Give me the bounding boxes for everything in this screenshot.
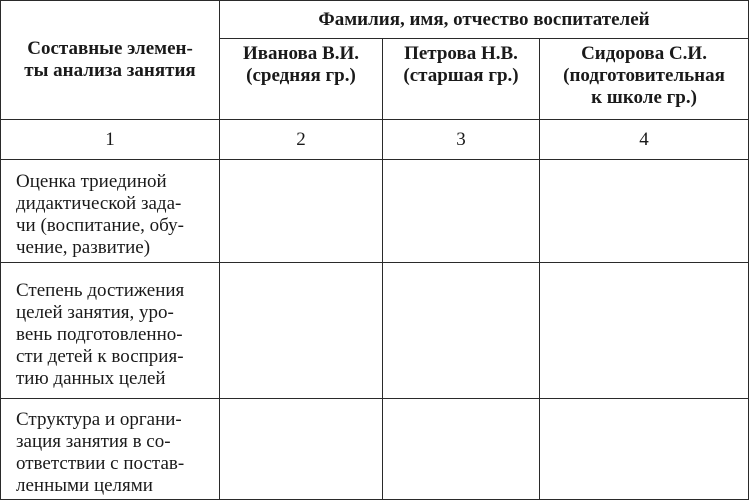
column-number: 3: [383, 120, 540, 160]
header-teacher-ivanova: [220, 39, 383, 120]
value-cell: [540, 160, 749, 263]
header-teacher-sidorova: [540, 39, 749, 120]
column-number: 4: [540, 120, 749, 160]
column-number-row: [1, 120, 749, 160]
header-group-label: Фамилия, имя, отчество воспитателей: [318, 8, 650, 30]
value-cell: [220, 399, 383, 500]
value-cell: [540, 399, 749, 500]
criterion-line: тию данных целей: [16, 367, 166, 389]
value-cell: [220, 263, 383, 399]
table-row: [1, 263, 749, 399]
header-analysis-elements: [1, 1, 220, 120]
criterion-line: целей занятия, уро-: [16, 301, 174, 323]
criterion-line: дидактической зада-: [16, 193, 182, 214]
table-row: [1, 160, 749, 263]
header-teachers-group: [220, 1, 749, 39]
criterion-line: ответствии с постав-: [16, 453, 185, 474]
header-line: Составные элемен-: [27, 38, 193, 59]
header-line: ты анализа занятия: [24, 60, 196, 81]
value-cell: [220, 160, 383, 263]
teacher-group: (подготовительная: [563, 65, 725, 86]
teacher-group: к школе гр.): [591, 87, 697, 108]
criterion-line: чи (воспитание, обу-: [16, 215, 184, 236]
criterion-cell: [1, 263, 220, 399]
teacher-name: Петрова Н.В.: [404, 43, 518, 64]
criterion-line: ленными целями: [16, 475, 153, 496]
teacher-name: Иванова В.И.: [243, 43, 359, 64]
column-number: 2: [220, 120, 383, 160]
value-cell: [383, 160, 540, 263]
criterion-cell: [1, 160, 220, 263]
criterion-line: Степень достижения: [16, 279, 185, 301]
criterion-line: вень подготовленно-: [16, 323, 183, 345]
teacher-group: (средняя гр.): [246, 65, 356, 86]
value-cell: [383, 399, 540, 500]
header-teacher-petrova: [383, 39, 540, 120]
teacher-name: Сидорова С.И.: [581, 43, 707, 64]
criterion-line: Структура и органи-: [16, 409, 182, 430]
value-cell: [540, 263, 749, 399]
value-cell: [383, 263, 540, 399]
teacher-group: (старшая гр.): [403, 65, 519, 86]
column-number: 1: [1, 120, 220, 160]
criterion-line: чение, развитие): [16, 237, 151, 258]
criterion-line: Оценка триединой: [16, 171, 167, 192]
table-row: [1, 399, 749, 500]
criterion-line: сти детей к восприя-: [16, 345, 184, 367]
criterion-line: зация занятия в со-: [16, 431, 171, 452]
criterion-cell: [1, 399, 220, 500]
